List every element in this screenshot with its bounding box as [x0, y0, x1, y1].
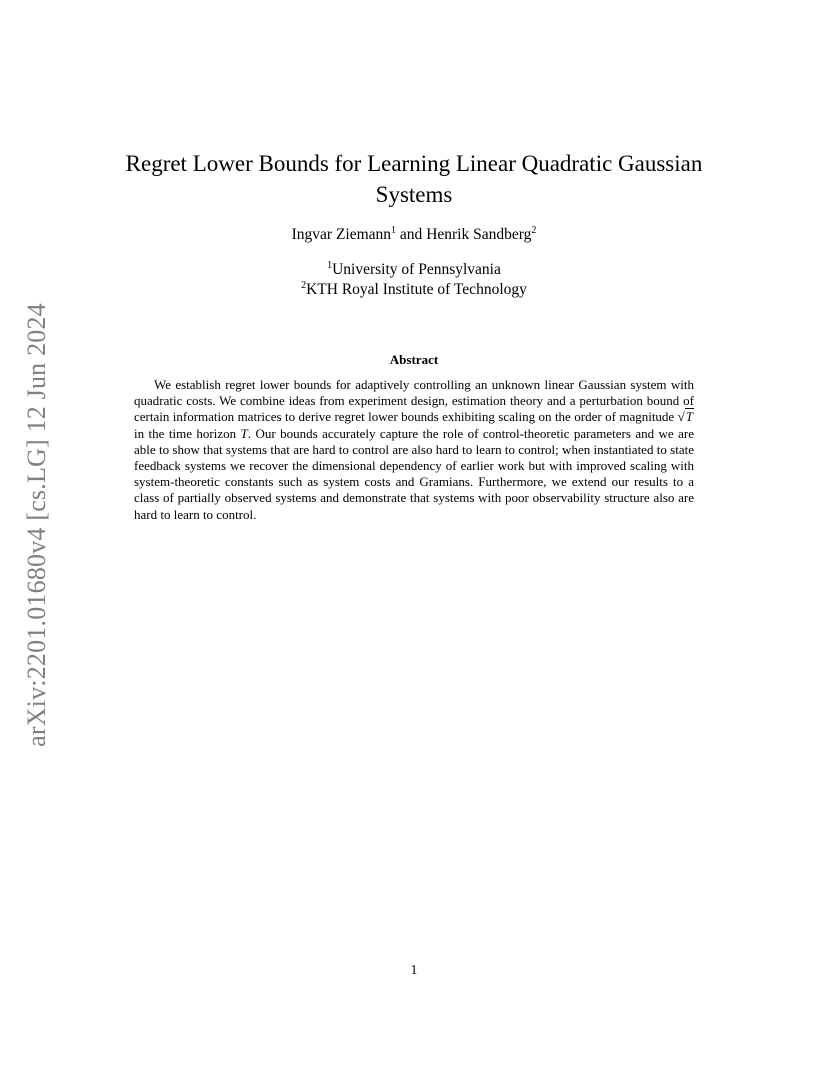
sqrt-expression	[678, 408, 694, 424]
affiliation-list	[0, 260, 828, 300]
abstract-paragraph	[134, 377, 694, 523]
abstract-text: . Our bounds accurately capture the role of control-theoretic parameters and we are able to show that systems that are hard to control are also hard to learn to control; when instantiated to state feedback systems we recover the dimensional dependency of earlier work but with improved scaling with system-theoretic constants such as system costs and Gramians. Furthermore, we extend our results to a class of partially observed systems and demonstrate that systems with poor observability structure also are hard to learn to control.	[134, 425, 695, 522]
affiliation-marker: 1	[327, 259, 333, 271]
sqrt-argument: T	[685, 409, 694, 425]
author-name: Henrik Sandberg	[426, 226, 532, 243]
abstract-heading: Abstract	[389, 352, 439, 367]
sqrt-symbol: √	[677, 409, 685, 425]
paper-title: Regret Lower Bounds for Learning Linear Quadratic Gaussian Systems	[125, 151, 703, 207]
affiliation-marker: 1	[391, 224, 397, 236]
arxiv-identifier: arXiv:2201.01680v4 [cs.LG] 12 Jun 2024	[22, 303, 51, 747]
affiliation-marker: 2	[531, 224, 537, 236]
time-variable: T	[240, 425, 248, 441]
affiliation-name: University of Pennsylvania	[332, 261, 501, 278]
abstract-text: We establish regret lower bounds for adaptively controlling an unknown linear Gaussian system with quadratic costs. We combine ideas from experiment design, estimation theory and a perturbation bound of certain information matrices to derive regret lower bounds exhibiting scaling on the order of magnitude	[134, 377, 694, 425]
author-name: Ingvar Ziemann	[291, 226, 392, 243]
affiliation-name: KTH Royal Institute of Technology	[306, 281, 527, 298]
author-list	[0, 226, 828, 244]
affiliation-marker: 2	[301, 279, 307, 291]
author-separator: and	[399, 226, 423, 243]
abstract-body	[134, 377, 694, 523]
affiliation	[0, 280, 828, 300]
affiliation	[0, 260, 828, 280]
page-number: 1	[410, 962, 418, 977]
abstract-text: in the time horizon	[134, 425, 237, 441]
